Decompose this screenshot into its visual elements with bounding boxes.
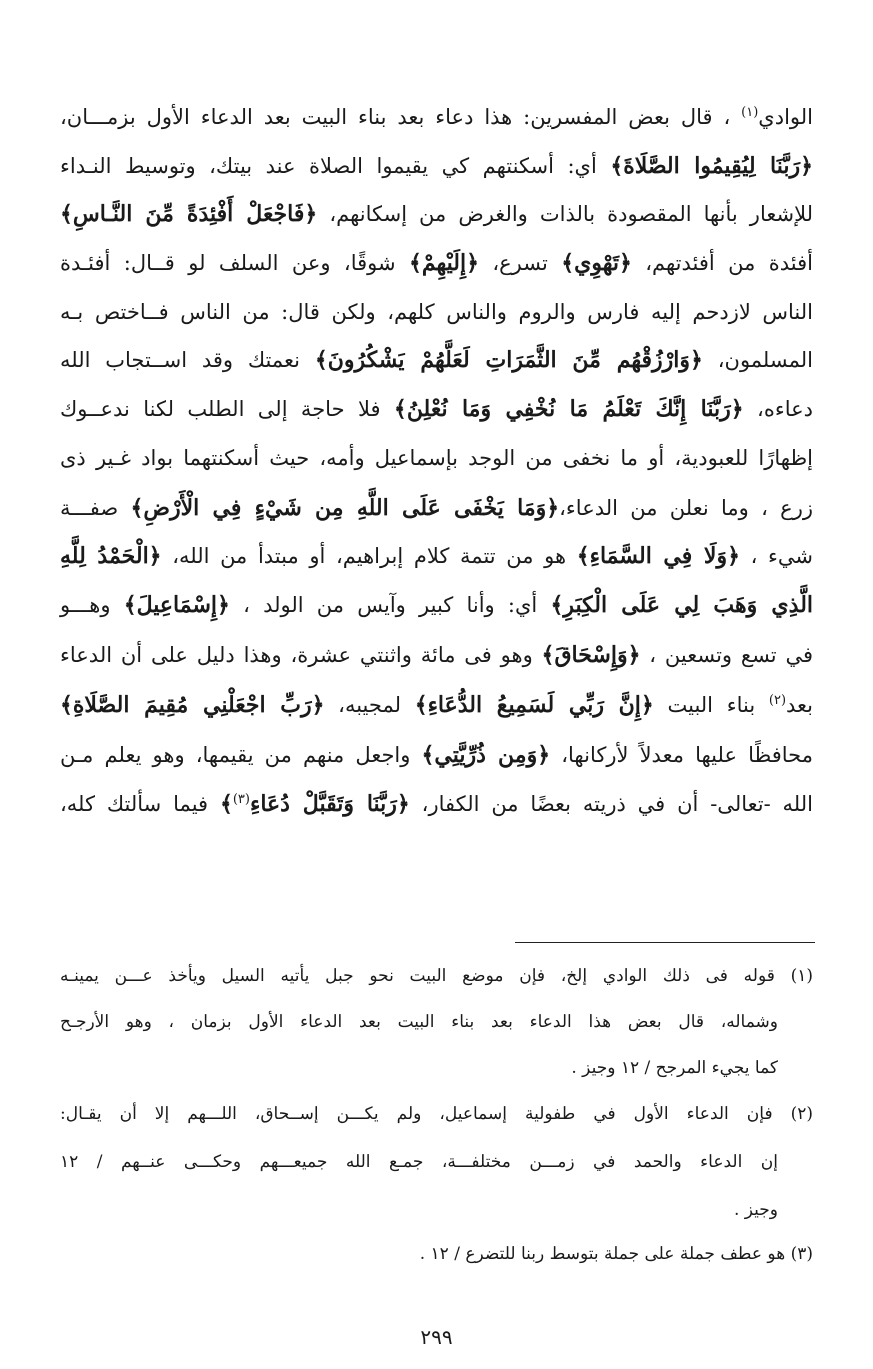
quran-verse: ﴿رَبَّنَا لِيُقِيمُوا الصَّلَاةَ﴾ <box>610 153 813 179</box>
text-line <box>60 248 813 278</box>
quran-verse: ﴿رَبَّنَا إِنَّكَ تَعْلَمُ مَا نُخْفِي وَمَا نُعْلِنُ﴾ <box>393 396 744 422</box>
text-run: في تسع وتسعين ، <box>640 643 814 667</box>
text-line <box>60 394 813 424</box>
text-run: محافظًا عليها معدلاً لأركانها، <box>550 743 813 767</box>
text-line <box>60 690 813 720</box>
quran-verse: ﴿وَارْزُقْهُم مِّنَ الثَّمَرَاتِ لَعَلَّهُمْ يَشْكُرُونَ﴾ <box>314 347 703 373</box>
text-run: بناء البيت <box>653 693 769 717</box>
text-run: وهو فى مائة واثنتي عشرة، وهذا دليل على أن الدعاء <box>60 643 542 667</box>
text-line <box>60 493 813 523</box>
text-run: شوقًا، وعن السلف لو قــال: أفئـدة <box>60 251 409 275</box>
text-run: للإشعار بأنها المقصودة بالذات والغرض من إسكانهم، <box>317 202 814 226</box>
text-line <box>60 789 813 819</box>
quran-verse: ﴿إِسْمَاعِيلَ﴾ <box>123 592 230 618</box>
text-run: تسرع، <box>479 251 562 275</box>
text-run: زرع ، وما نعلن من الدعاء، <box>559 496 813 520</box>
text-run: الوادي <box>758 105 813 129</box>
page-number: ٢٩٩ <box>420 1325 453 1349</box>
quran-verse: ﴿وَمَا يَخْفَى عَلَى اللَّهِ مِن شَيْءٍ فِي الْأَرْضِ﴾ <box>130 495 560 521</box>
footnote-ref: (١) <box>741 105 759 120</box>
footnote-ref: (٢) <box>768 693 787 708</box>
footnote-separator <box>515 942 815 943</box>
quran-verse: ﴿إِنَّ رَبِّي لَسَمِيعُ الدُّعَاءِ﴾ <box>414 692 654 718</box>
text-line <box>60 740 813 770</box>
text-run: أي: أسكنتهم كي يقيموا الصلاة عند بيتك، وتوسيط النـداء <box>60 154 611 178</box>
text-line <box>60 345 813 375</box>
text-line <box>60 590 813 620</box>
text-line <box>60 541 813 571</box>
text-line <box>60 297 813 327</box>
text-run: وهـــو <box>60 593 124 617</box>
text-run: المسلمون، <box>702 348 813 372</box>
text-run: صفـــة <box>60 496 131 520</box>
text-run: هو من تتمة كلام إبراهيم، أو مبتدأ من الله، <box>161 544 577 568</box>
text-run: واجعل منهم من يقيمها، وهو يعلم مـن <box>60 743 422 767</box>
text-run: فيما سألتك كله، <box>60 792 220 816</box>
quran-verse: ﴿وَإِسْحَاقَ﴾ <box>541 642 641 668</box>
text-run: بعد <box>786 693 814 717</box>
text-run: شيء ، <box>739 544 813 568</box>
text-run: لمجيبه، <box>324 693 415 717</box>
text-run: أفئدة من أفئدتهم، <box>631 251 813 275</box>
quran-verse: ﴿وَلَا فِي السَّمَاءِ﴾ <box>576 543 740 569</box>
quran-verse: ﴿فَاجْعَلْ أَفْئِدَةً مِّنَ النَّـاسِ﴾ <box>60 201 318 227</box>
text-line <box>60 199 813 229</box>
quran-verse: ﴿وَمِن ذُرِّيَّتِي﴾ <box>421 742 551 768</box>
text-run: أي: وأنا كبير وآيس من الولد ، <box>229 593 551 617</box>
text-line <box>60 151 813 181</box>
text-run: إظهارًا للعبودية، أو ما نخفى من الوجد بإسماعيل وأمه، حيث أسكنتهما بواد غـير ذى <box>60 446 813 470</box>
quran-verse: ﴾ <box>219 791 233 817</box>
footnote-ref: (٣) <box>232 792 250 807</box>
quran-verse: ﴿رَبَّنَا وَتَقَبَّلْ دُعَاءِ <box>249 791 410 817</box>
text-line <box>60 102 813 132</box>
footnote-3-line-1: (٣) هو عطف جملة على جملة بتوسط ربنا للتضرع / ١٢ . <box>419 1244 813 1264</box>
text-run: ، قال بعض المفسرين: هذا دعاء بعد بناء البيت بعد الدعاء الأول بزمـــان، <box>60 105 742 129</box>
quran-verse: الَّذِي وَهَبَ لِي عَلَى الْكِبَرِ﴾ <box>550 592 814 618</box>
text-run: فلا حاجة إلى الطلب لكنا ندعــوك <box>60 397 394 421</box>
text-run: نعمتك وقد اســتجاب الله <box>60 348 315 372</box>
text-line <box>60 640 813 670</box>
footnote-2-line-2: إن الدعاء والحمد في زمـــن مختلفـــة، جمـع الله جميعـــهم وحكـــى عنــهم / ١٢ <box>60 1152 778 1172</box>
quran-verse: ﴿الْحَمْدُ لِلَّهِ <box>60 543 162 569</box>
quran-verse: ﴿تَهْوِي﴾ <box>561 250 632 276</box>
footnote-1-line-2: وشماله، قال بعض هذا الدعاء بعد بناء البيت بعد الدعاء الأول بزمان ، وهو الأرجـح <box>60 1012 778 1032</box>
text-run: دعاءه، <box>743 397 813 421</box>
footnote-1-line-3: كما يجيء المرجح / ١٢ وجيز . <box>571 1058 778 1078</box>
quran-verse: ﴿رَبِّ اجْعَلْنِي مُقِيمَ الصَّلَاةِ﴾ <box>60 692 325 718</box>
footnote-2-line-1: (٢) فإن الدعاء الأول في طفولية إسماعيل، ولم يكـــن إســحاق، اللـــهم إلا أن يقـال: <box>60 1104 813 1124</box>
text-run: الله -تعالى- أن في ذريته بعضًا من الكفار، <box>409 792 813 816</box>
footnote-1-line-1: (١) قوله فى ذلك الوادي إلخ، فإن موضع البيت نحو جبل يأتيه السيل ويأخذ عـــن يمينـه <box>60 966 813 986</box>
text-run: الناس لازدحم إليه فارس والروم والناس كلهم، ولكن قال: من الناس فــاختص بـه <box>60 300 813 324</box>
footnote-2-line-3: وجيز . <box>733 1200 778 1220</box>
text-line <box>60 443 813 473</box>
quran-verse: ﴿إِلَيْهِمْ﴾ <box>408 250 479 276</box>
